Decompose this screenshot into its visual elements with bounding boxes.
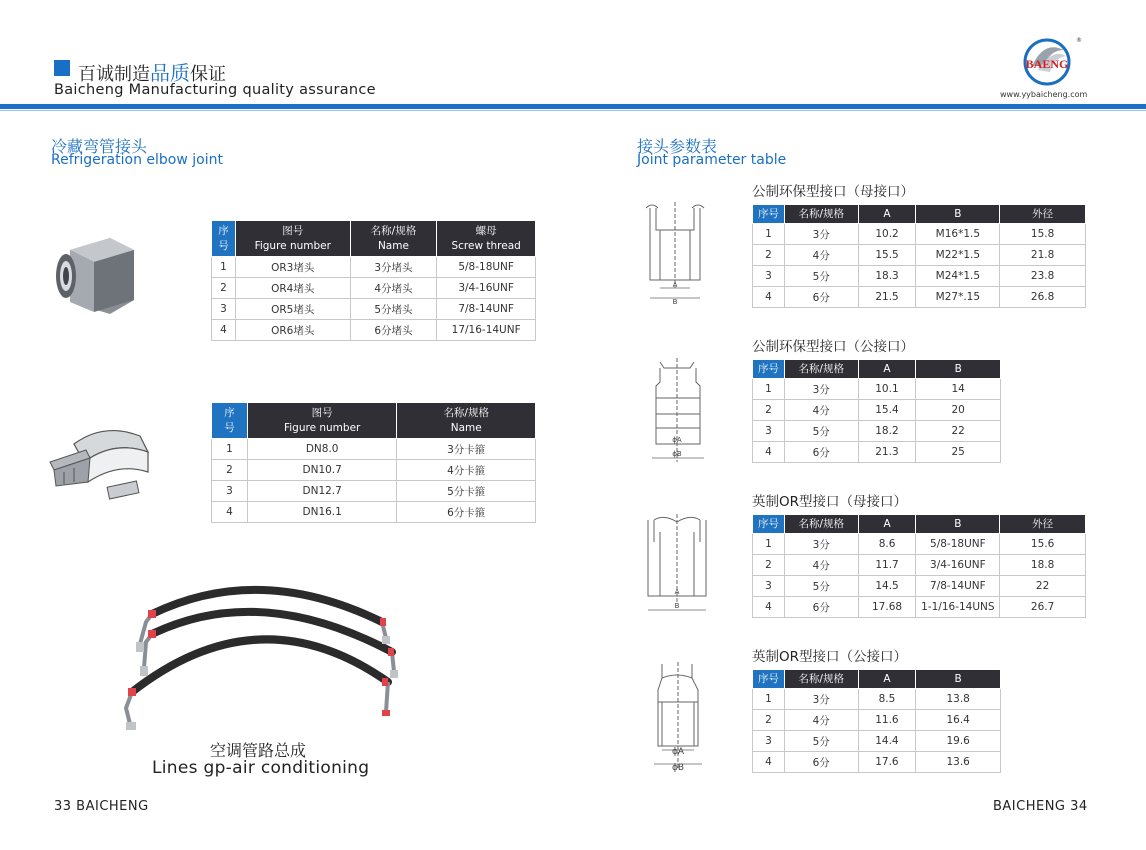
svg-text:ϕA: ϕA [671,747,685,757]
svg-text:ϕA: ϕA [672,436,682,444]
svg-text:A: A [672,281,678,289]
header-index: 序 号 [212,221,236,257]
left-title-cn: 冷藏弯管接头 [51,137,148,156]
header-square [54,60,70,76]
svg-text:B: B [674,602,680,610]
table-row: 2 OR4堵头 4分堵头 3/4-16UNF [212,278,536,299]
table-row: 3 5分 18.3 M24*1.5 23.8 [753,266,1086,287]
header-screw-thread: 螺母 Screw thread [437,221,536,257]
table-row: 2 4分 15.5 M22*1.5 21.8 [753,245,1086,266]
metric-female-diagram [640,200,710,310]
header-figure-number: 图号 Figure number [247,403,397,439]
table-row: 2 4分 11.6 16.4 [753,710,1001,731]
footer-page-right: BAICHENG 34 [993,799,1088,814]
header-divider [0,104,1146,109]
svg-text:ϕB: ϕB [672,450,682,458]
svg-text:BAENG: BAENG [1025,57,1069,71]
table-row: 1 3分 8.5 13.8 [753,689,1001,710]
svg-text:®: ® [1076,37,1082,44]
table-row: 4 OR6堵头 6分堵头 17/16-14UNF [212,320,536,341]
table-row: 4 6分 21.3 25 [753,442,1001,463]
svg-text:A: A [674,588,680,596]
hex-nut-image [52,228,152,328]
lines-title-cn: 空调管路总成 [210,741,307,760]
metric-male-diagram [640,358,715,468]
svg-text:ϕB: ϕB [671,763,685,773]
lines-title-en: Lines gp-air conditioning [152,758,370,778]
header-index: 序 号 [212,403,248,439]
right-title-en: Joint parameter table [637,152,787,168]
or-female-diagram [640,512,715,622]
or-female-table: 序号 名称/规格 A B 外径 1 3分 8.6 5/8-18UNF 15.6 2 4分 11.7 3/4-16UNF 18.8 3 5分 14.5 7/8-14UNF 22 4 6分 17.68 1-1/16-14UNS 26.7 [752,514,1086,618]
header-title-en: Baicheng Manufacturing quality assurance [54,82,376,98]
table-row: 3 DN12.7 5分卡箍 [212,481,536,502]
table-row: 4 DN16.1 6分卡箍 [212,502,536,523]
table-row: 1 3分 8.6 5/8-18UNF 15.6 [753,534,1086,555]
table-row: 3 5分 18.2 22 [753,421,1001,442]
ac-hose-lines-image [110,572,410,742]
hose-clamp-image [44,422,156,508]
table-row: 1 3分 10.1 14 [753,379,1001,400]
table-row: 3 5分 14.4 19.6 [753,731,1001,752]
logo-url: www.yybaicheng.com [1000,90,1088,99]
table-row: 2 4分 15.4 20 [753,400,1001,421]
baeng-logo [1014,36,1084,88]
table-row: 1 DN8.0 3分卡箍 [212,439,536,460]
plug-table [211,220,536,341]
subtitle-or-female: 英制OR型接口（母接口） [752,494,908,510]
table-row: 4 6分 17.68 1-1/16-14UNS 26.7 [753,597,1086,618]
subtitle-metric-male: 公制环保型接口（公接口） [752,339,914,355]
table-row: 3 OR5堵头 5分堵头 7/8-14UNF [212,299,536,320]
table-row: 4 6分 21.5 M27*.15 26.8 [753,287,1086,308]
right-title-cn: 接头参数表 [637,137,718,156]
table-row: 4 6分 17.6 13.6 [753,752,1001,773]
header-divider-thin [0,110,1146,111]
subtitle-or-male: 英制OR型接口（公接口） [752,649,908,665]
or-male-diagram [640,662,715,774]
metric-female-table: 序号 名称/规格 A B 外径 1 3分 10.2 M16*1.5 15.8 2 4分 15.5 M22*1.5 21.8 3 5分 18.3 M24*1.5 23.8 4 6分 21.5 M27*.15 26.8 [752,204,1086,308]
table-row: 3 5分 14.5 7/8-14UNF 22 [753,576,1086,597]
or-male-table: 序号 名称/规格 A B 1 3分 8.5 13.8 2 4分 11.6 16.4 3 5分 14.4 19.6 4 6分 17.6 13.6 [752,669,1001,773]
header-figure-number: 图号 Figure number [235,221,350,257]
footer-page-left: 33 BAICHENG [54,799,149,814]
table-row: 1 3分 10.2 M16*1.5 15.8 [753,224,1086,245]
table-row: 1 OR3堵头 3分堵头 5/8-18UNF [212,257,536,278]
header-name: 名称/规格 Name [350,221,437,257]
header-name: 名称/规格 Name [397,403,536,439]
subtitle-metric-female: 公制环保型接口（母接口） [752,184,914,200]
left-title-en: Refrigeration elbow joint [51,152,223,168]
svg-text:B: B [672,298,678,306]
clamp-table [211,402,536,523]
metric-male-table: 序号 名称/规格 A B 1 3分 10.1 14 2 4分 15.4 20 3 5分 18.2 22 4 6分 21.3 25 [752,359,1001,463]
table-row: 2 DN10.7 4分卡箍 [212,460,536,481]
header-title-cn: 百诚制造品质保证 [78,61,226,85]
table-row: 2 4分 11.7 3/4-16UNF 18.8 [753,555,1086,576]
